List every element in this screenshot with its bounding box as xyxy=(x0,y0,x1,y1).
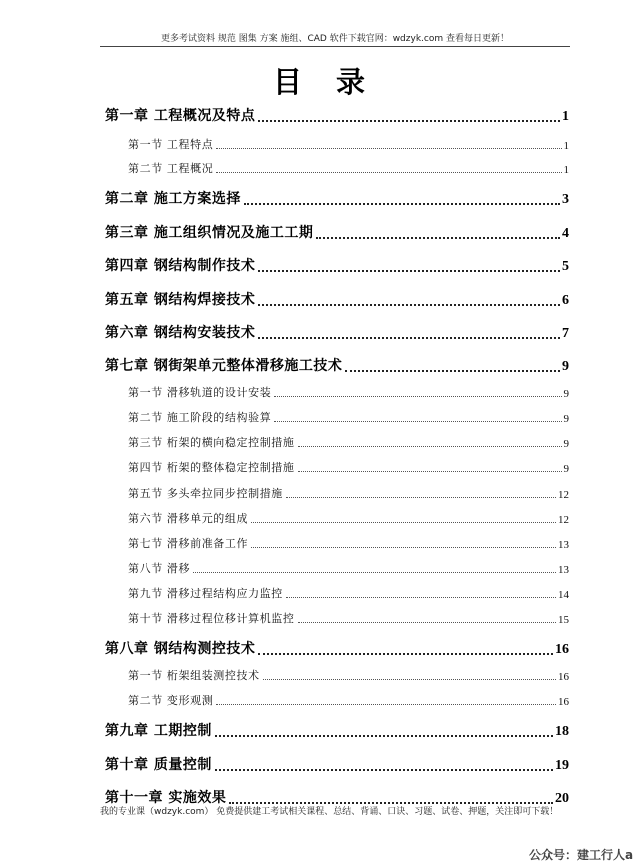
toc-entry-label: 第一节 滑移轨道的设计安装 xyxy=(128,386,272,399)
toc-entry-label: 第二节 工程概况 xyxy=(128,162,214,175)
toc-page-number: 9 xyxy=(562,359,569,374)
toc-entry-label: 第一章 工程概况及特点 xyxy=(105,108,256,124)
toc-section-row xyxy=(128,561,569,576)
toc-page-number: 9 xyxy=(563,413,569,425)
toc-entry-label: 第四章 钢结构制作技术 xyxy=(105,258,256,274)
dot-leader xyxy=(258,120,560,122)
toc-chapter-row xyxy=(105,640,569,658)
toc-page-number: 7 xyxy=(562,326,569,341)
toc-section-row xyxy=(128,611,569,626)
dot-leader xyxy=(263,679,556,680)
dot-leader xyxy=(316,237,560,239)
dot-leader xyxy=(274,421,561,422)
toc-section-row xyxy=(128,385,569,400)
toc-entry-label: 第九节 滑移过程结构应力监控 xyxy=(128,587,283,600)
dot-leader xyxy=(251,547,556,548)
dot-leader xyxy=(244,203,560,205)
toc-page-number: 16 xyxy=(558,671,569,683)
toc-page-number: 16 xyxy=(558,696,569,708)
dot-leader xyxy=(216,148,561,149)
page-title: 目录 xyxy=(272,65,399,99)
toc-entry-label: 第三章 施工组织情况及施工工期 xyxy=(105,225,314,241)
toc-entry-label: 第五章 钢结构焊接技术 xyxy=(105,292,256,308)
dot-leader xyxy=(286,597,556,598)
toc-page-number: 12 xyxy=(558,489,569,501)
toc-page-number: 3 xyxy=(562,192,569,207)
toc-chapter-row xyxy=(105,324,569,342)
toc-page-number: 19 xyxy=(555,758,569,773)
toc-chapter-row xyxy=(105,756,569,774)
toc-chapter-row xyxy=(105,722,569,740)
toc-entry-label: 第七节 滑移前准备工作 xyxy=(128,537,249,550)
page-footer: 我的专业课（wdzyk.com） 免费提供建工考试相关课程、总结、背诵、口诀、习题、试卷、押题，关注即可下载！ xyxy=(100,807,559,817)
toc-page-number: 18 xyxy=(555,724,569,739)
toc-section-row xyxy=(128,161,569,176)
toc-chapter-row xyxy=(105,107,569,125)
toc-page-number: 5 xyxy=(562,259,569,274)
dot-leader xyxy=(193,572,556,573)
watermark-text: 公众号：建工行人a xyxy=(529,848,634,862)
page-header: 更多考试资料 规范 图集 方案 施组、CAD 软件下载官网：wdzyk.com 查看每日更新！ xyxy=(161,34,509,44)
toc-page-number: 1 xyxy=(563,140,569,152)
toc-page-number: 14 xyxy=(558,589,569,601)
toc-page-number: 9 xyxy=(563,463,569,475)
dot-leader xyxy=(258,337,560,339)
dot-leader xyxy=(215,735,553,737)
toc-page-number: 4 xyxy=(562,226,569,241)
toc-section-row xyxy=(128,137,569,152)
dot-leader xyxy=(286,497,556,498)
dot-leader xyxy=(251,522,556,523)
toc-chapter-row xyxy=(105,190,569,208)
toc-chapter-row xyxy=(105,789,569,807)
toc-entry-label: 第四节 桁架的整体稳定控制措施 xyxy=(128,461,295,474)
toc-chapter-row xyxy=(105,291,569,309)
toc-entry-label: 第十节 滑移过程位移计算机监控 xyxy=(128,612,295,625)
toc-page-number: 16 xyxy=(555,642,569,657)
toc-page-number: 20 xyxy=(555,791,569,806)
dot-leader xyxy=(216,704,556,705)
dot-leader xyxy=(258,653,553,655)
toc-section-row xyxy=(128,435,569,450)
dot-leader xyxy=(298,446,562,447)
dot-leader xyxy=(229,802,553,804)
toc-entry-label: 第十章 质量控制 xyxy=(105,757,212,773)
toc-entry-label: 第一节 桁架组装测控技术 xyxy=(128,669,260,682)
toc-page-number: 15 xyxy=(558,614,569,626)
toc-entry-label: 第二节 施工阶段的结构验算 xyxy=(128,411,272,424)
dot-leader xyxy=(258,270,560,272)
dot-leader xyxy=(274,396,561,397)
toc-page-number: 13 xyxy=(558,539,569,551)
toc-page-number: 12 xyxy=(558,514,569,526)
toc-entry-label: 第八节 滑移 xyxy=(128,562,191,575)
toc-section-row xyxy=(128,460,569,475)
toc-page-number: 9 xyxy=(563,388,569,400)
dot-leader xyxy=(345,370,560,372)
toc-section-row xyxy=(128,536,569,551)
toc-entry-label: 第六节 滑移单元的组成 xyxy=(128,512,249,525)
toc-entry-label: 第九章 工期控制 xyxy=(105,723,212,739)
toc-section-row xyxy=(128,693,569,708)
dot-leader xyxy=(215,769,553,771)
toc-entry-label: 第八章 钢结构测控技术 xyxy=(105,641,256,657)
toc-page-number: 6 xyxy=(562,293,569,308)
toc-entry-label: 第三节 桁架的横向稳定控制措施 xyxy=(128,436,295,449)
dot-leader xyxy=(298,622,557,623)
toc-page-number: 13 xyxy=(558,564,569,576)
header-divider xyxy=(100,46,570,47)
toc-section-row xyxy=(128,668,569,683)
toc-section-row xyxy=(128,486,569,501)
toc-page-number: 1 xyxy=(563,164,569,176)
toc-chapter-row xyxy=(105,224,569,242)
toc-entry-label: 第五节 多头牵拉同步控制措施 xyxy=(128,487,283,500)
toc-entry-label: 第六章 钢结构安装技术 xyxy=(105,325,256,341)
toc-entry-label: 第二节 变形观测 xyxy=(128,694,214,707)
toc-entry-label: 第七章 钢街架单元整体滑移施工技术 xyxy=(105,358,343,374)
toc-section-row xyxy=(128,586,569,601)
toc-chapter-row xyxy=(105,257,569,275)
toc-page-number: 9 xyxy=(563,438,569,450)
toc-chapter-row xyxy=(105,357,569,375)
toc-section-row xyxy=(128,410,569,425)
toc-entry-label: 第一节 工程特点 xyxy=(128,138,214,151)
toc-entry-label: 第二章 施工方案选择 xyxy=(105,191,241,207)
dot-leader xyxy=(298,471,562,472)
dot-leader xyxy=(258,304,560,306)
toc-entry-label: 第十一章 实施效果 xyxy=(105,790,227,806)
toc-page-number: 1 xyxy=(562,109,569,124)
toc-section-row xyxy=(128,511,569,526)
dot-leader xyxy=(216,172,561,173)
